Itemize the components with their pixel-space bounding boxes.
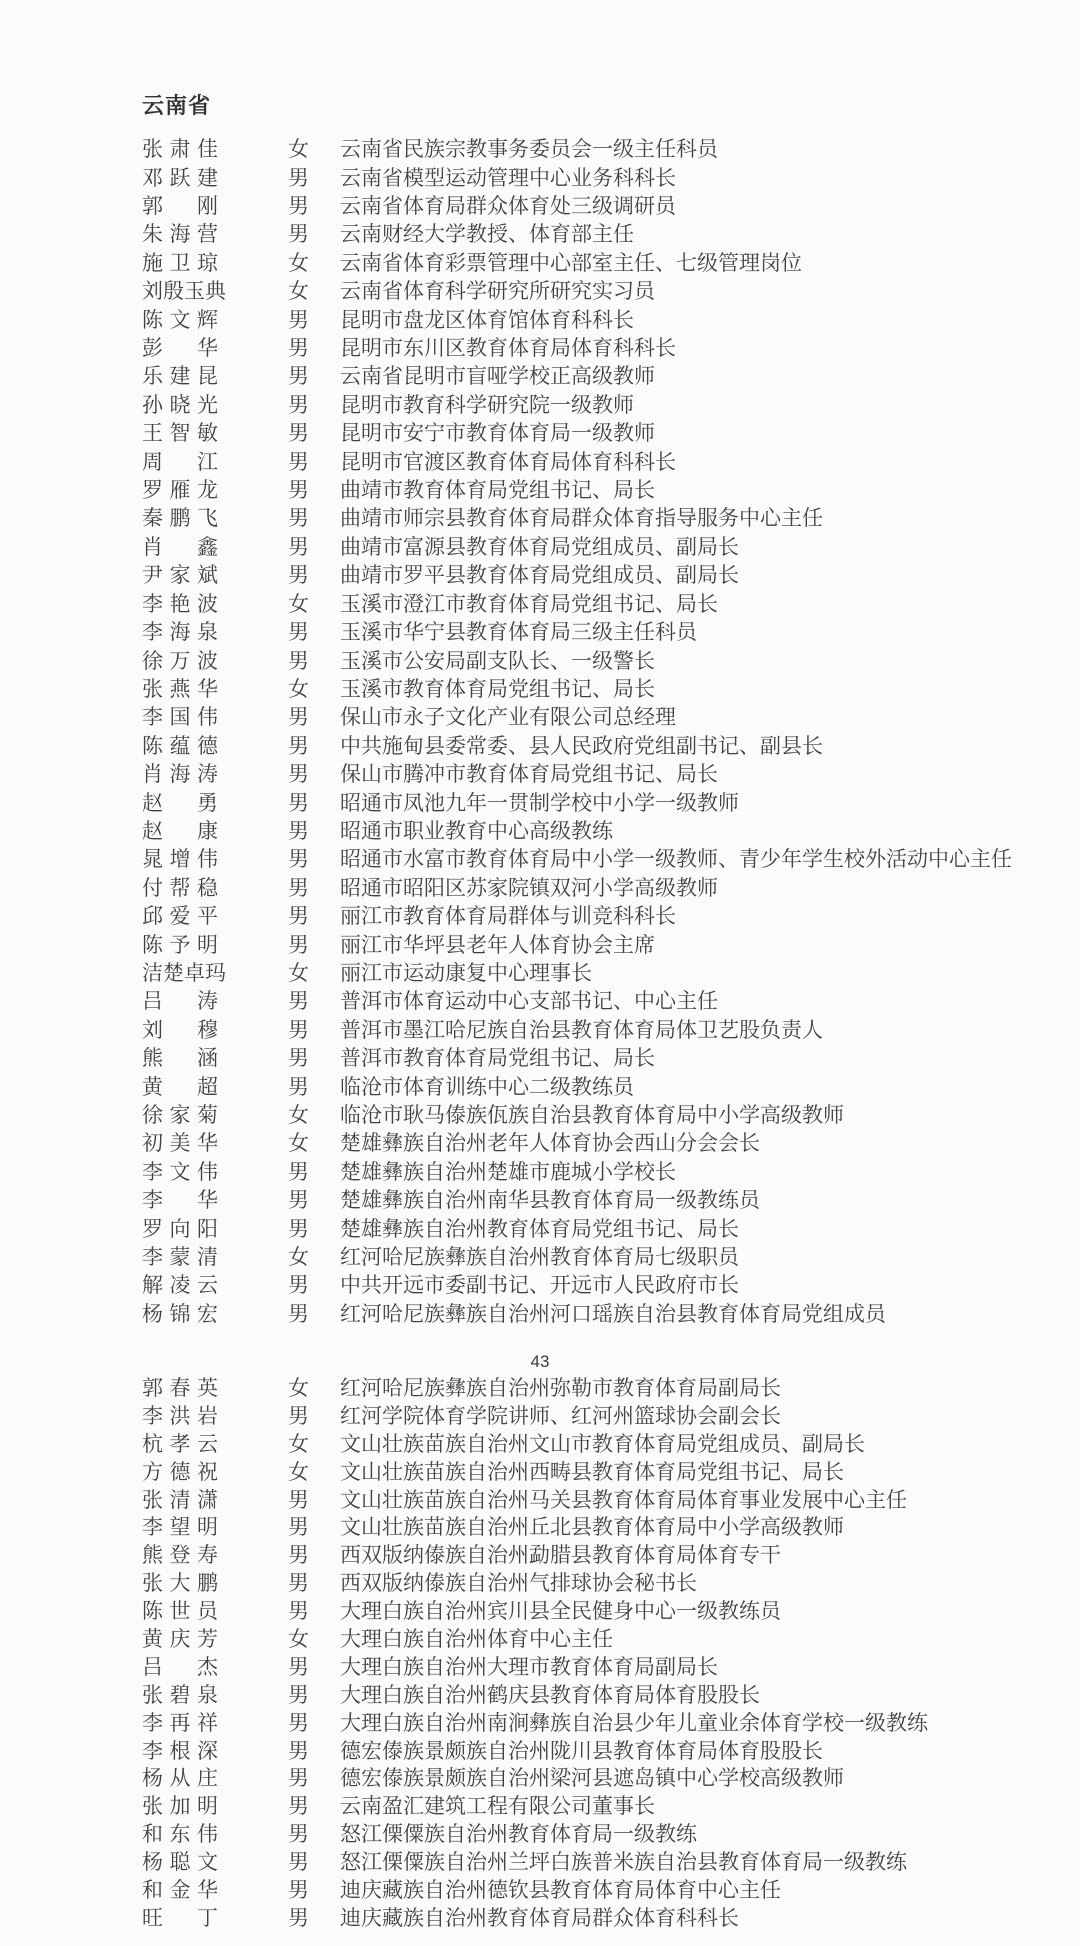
person-name: 张加明 xyxy=(142,1794,218,1819)
table-row xyxy=(0,617,1080,645)
person-title: 红河哈尼族彝族自治州河口瑶族自治县教育体育局党组成员 xyxy=(340,1301,886,1326)
person-title: 红河哈尼族彝族自治州弥勒市教育体育局副局长 xyxy=(340,1375,781,1400)
person-gender: 男 xyxy=(288,1543,309,1568)
person-title: 中共施甸县委常委、县人民政府党组副书记、副县长 xyxy=(340,733,823,758)
person-name: 李 华 xyxy=(142,1188,218,1213)
person-gender: 男 xyxy=(288,847,309,872)
person-title: 昆明市安宁市教育体育局一级教师 xyxy=(340,421,655,446)
person-gender: 女 xyxy=(288,1626,309,1651)
person-gender: 男 xyxy=(288,1905,309,1930)
person-gender: 男 xyxy=(288,1599,309,1624)
person-title: 文山壮族苗族自治州文山市教育体育局党组成员、副局长 xyxy=(340,1431,865,1456)
table-row xyxy=(0,901,1080,929)
person-name: 赵 勇 xyxy=(142,790,218,815)
table-row xyxy=(0,1540,1080,1568)
person-gender: 男 xyxy=(288,478,309,503)
person-title: 云南省民族宗教事务委员会一级主任科员 xyxy=(340,137,718,162)
table-row xyxy=(0,645,1080,673)
person-title: 云南盈汇建筑工程有限公司董事长 xyxy=(340,1794,655,1819)
person-name: 王智敏 xyxy=(142,421,218,446)
person-name: 付帮稳 xyxy=(142,875,218,900)
table-row xyxy=(0,333,1080,361)
person-gender: 男 xyxy=(288,1654,309,1679)
person-title: 云南财经大学教授、体育部主任 xyxy=(340,222,634,247)
person-gender: 男 xyxy=(288,1301,309,1326)
person-title: 临沧市耿马傣族佤族自治县教育体育局中小学高级教师 xyxy=(340,1103,844,1128)
person-name: 孙晓光 xyxy=(142,392,218,417)
person-gender: 女 xyxy=(288,1103,309,1128)
person-title: 丽江市教育体育局群体与训竞科科长 xyxy=(340,904,676,929)
table-row xyxy=(0,1128,1080,1156)
table-row xyxy=(0,1270,1080,1298)
person-title: 玉溪市教育体育局党组书记、局长 xyxy=(340,676,655,701)
person-gender: 男 xyxy=(288,818,309,843)
person-name: 李海泉 xyxy=(142,620,218,645)
table-row xyxy=(0,958,1080,986)
person-title: 保山市腾冲市教育体育局党组书记、局长 xyxy=(340,762,718,787)
person-title: 大理白族自治州宾川县全民健身中心一级教练员 xyxy=(340,1599,781,1624)
person-name: 陈世员 xyxy=(142,1599,218,1624)
person-gender: 男 xyxy=(288,392,309,417)
person-name: 李望明 xyxy=(142,1515,218,1540)
person-name: 吕 涛 xyxy=(142,989,218,1014)
person-name: 杭孝云 xyxy=(142,1431,218,1456)
person-name: 黄 超 xyxy=(142,1074,218,1099)
person-name: 陈蕴德 xyxy=(142,733,218,758)
table-row xyxy=(0,1457,1080,1485)
person-name: 郭春英 xyxy=(142,1375,218,1400)
person-name: 乐建昆 xyxy=(142,364,218,389)
person-gender: 男 xyxy=(288,1822,309,1847)
person-name: 杨锦宏 xyxy=(142,1301,218,1326)
person-title: 大理白族自治州大理市教育体育局副局长 xyxy=(340,1654,718,1679)
person-name: 杨从庄 xyxy=(142,1766,218,1791)
person-gender: 男 xyxy=(288,222,309,247)
roster-section-before-page-break xyxy=(0,134,1080,1327)
person-title: 文山壮族苗族自治州西畴县教育体育局党组书记、局长 xyxy=(340,1459,844,1484)
table-row xyxy=(0,1596,1080,1624)
person-title: 曲靖市富源县教育体育局党组成员、副局长 xyxy=(340,534,739,559)
person-name: 肖海涛 xyxy=(142,762,218,787)
table-row xyxy=(0,1847,1080,1875)
table-row xyxy=(0,219,1080,247)
person-title: 保山市永子文化产业有限公司总经理 xyxy=(340,705,676,730)
person-title: 怒江傈僳族自治州兰坪白族普米族自治县教育体育局一级教练 xyxy=(340,1850,907,1875)
table-row xyxy=(0,304,1080,332)
table-row xyxy=(0,503,1080,531)
table-row xyxy=(0,1213,1080,1241)
table-row xyxy=(0,446,1080,474)
table-row xyxy=(0,731,1080,759)
person-gender: 男 xyxy=(288,1188,309,1213)
table-row xyxy=(0,873,1080,901)
person-name: 郭 刚 xyxy=(142,194,218,219)
person-title: 云南省模型运动管理中心业务科科长 xyxy=(340,165,676,190)
person-name: 彭 华 xyxy=(142,336,218,361)
person-name: 陈文辉 xyxy=(142,307,218,332)
table-row xyxy=(0,674,1080,702)
table-row xyxy=(0,1043,1080,1071)
person-title: 曲靖市罗平县教育体育局党组成员、副局长 xyxy=(340,563,739,588)
person-name: 吕 杰 xyxy=(142,1654,218,1679)
table-row xyxy=(0,191,1080,219)
person-name: 黄庆芳 xyxy=(142,1626,218,1651)
table-row xyxy=(0,1299,1080,1327)
person-name: 朱海营 xyxy=(142,222,218,247)
table-row xyxy=(0,1680,1080,1708)
person-name: 李国伟 xyxy=(142,705,218,730)
person-gender: 男 xyxy=(288,506,309,531)
person-gender: 女 xyxy=(288,1431,309,1456)
table-row xyxy=(0,1157,1080,1185)
person-title: 红河学院体育学院讲师、红河州篮球协会副会长 xyxy=(340,1403,781,1428)
table-row xyxy=(0,1624,1080,1652)
person-name: 张肃佳 xyxy=(142,137,218,162)
table-row xyxy=(0,1819,1080,1847)
person-title: 西双版纳傣族自治州气排球协会秘书长 xyxy=(340,1571,697,1596)
table-row xyxy=(0,1791,1080,1819)
person-gender: 男 xyxy=(288,932,309,957)
province-header: 云南省 xyxy=(142,93,212,118)
person-name: 旺 丁 xyxy=(142,1905,218,1930)
table-row xyxy=(0,532,1080,560)
person-gender: 男 xyxy=(288,364,309,389)
table-row xyxy=(0,1763,1080,1791)
person-gender: 女 xyxy=(288,1375,309,1400)
person-gender: 男 xyxy=(288,1074,309,1099)
person-name: 李根深 xyxy=(142,1738,218,1763)
person-title: 文山壮族苗族自治州丘北县教育体育局中小学高级教师 xyxy=(340,1515,844,1540)
person-name: 方德祝 xyxy=(142,1459,218,1484)
person-gender: 男 xyxy=(288,1766,309,1791)
person-name: 邓跃建 xyxy=(142,165,218,190)
person-title: 普洱市教育体育局党组书记、局长 xyxy=(340,1046,655,1071)
person-title: 昭通市昭阳区苏家院镇双河小学高级教师 xyxy=(340,875,718,900)
person-title: 曲靖市教育体育局党组书记、局长 xyxy=(340,478,655,503)
person-title: 曲靖市师宗县教育体育局群众体育指导服务中心主任 xyxy=(340,506,823,531)
person-name: 晁增伟 xyxy=(142,847,218,872)
person-name: 解凌云 xyxy=(142,1273,218,1298)
person-gender: 男 xyxy=(288,1738,309,1763)
person-title: 迪庆藏族自治州教育体育局群众体育科科长 xyxy=(340,1905,739,1930)
person-title: 普洱市墨江哈尼族自治县教育体育局体卫艺股负责人 xyxy=(340,1017,823,1042)
person-name: 邱爱平 xyxy=(142,904,218,929)
person-title: 文山壮族苗族自治州马关县教育体育局体育事业发展中心主任 xyxy=(340,1487,907,1512)
person-name: 张大鹏 xyxy=(142,1571,218,1596)
person-gender: 男 xyxy=(288,648,309,673)
person-gender: 男 xyxy=(288,1794,309,1819)
person-title: 昆明市官渡区教育体育局体育科科长 xyxy=(340,449,676,474)
person-title: 玉溪市华宁县教育体育局三级主任科员 xyxy=(340,620,697,645)
person-gender: 男 xyxy=(288,1515,309,1540)
table-row xyxy=(0,361,1080,389)
person-gender: 男 xyxy=(288,1017,309,1042)
table-row xyxy=(0,1242,1080,1270)
person-name: 杨聪文 xyxy=(142,1850,218,1875)
person-title: 云南省体育彩票管理中心部室主任、七级管理岗位 xyxy=(340,250,802,275)
person-title: 昭通市职业教育中心高级教练 xyxy=(340,818,613,843)
person-name: 李洪岩 xyxy=(142,1403,218,1428)
person-gender: 男 xyxy=(288,1877,309,1902)
person-title: 楚雄彝族自治州楚雄市鹿城小学校长 xyxy=(340,1159,676,1184)
table-row xyxy=(0,844,1080,872)
person-gender: 男 xyxy=(288,1850,309,1875)
person-name: 肖 鑫 xyxy=(142,534,218,559)
person-gender: 男 xyxy=(288,875,309,900)
table-row xyxy=(0,1875,1080,1903)
person-gender: 女 xyxy=(288,1459,309,1484)
person-title: 楚雄彝族自治州南华县教育体育局一级教练员 xyxy=(340,1188,760,1213)
person-title: 中共开远市委副书记、开远市人民政府市长 xyxy=(340,1273,739,1298)
table-row xyxy=(0,759,1080,787)
person-title: 昆明市盘龙区体育馆体育科科长 xyxy=(340,307,634,332)
person-title: 西双版纳傣族自治州勐腊县教育体育局体育专干 xyxy=(340,1543,781,1568)
table-row xyxy=(0,390,1080,418)
person-title: 临沧市体育训练中心二级教练员 xyxy=(340,1074,634,1099)
person-name: 和金华 xyxy=(142,1877,218,1902)
person-name: 罗雁龙 xyxy=(142,478,218,503)
person-gender: 男 xyxy=(288,336,309,361)
person-gender: 男 xyxy=(288,989,309,1014)
person-title: 楚雄彝族自治州老年人体育协会西山分会会长 xyxy=(340,1131,760,1156)
table-row xyxy=(0,134,1080,162)
person-title: 德宏傣族景颇族自治州陇川县教育体育局体育股股长 xyxy=(340,1738,823,1763)
person-title: 云南省体育科学研究所研究实习员 xyxy=(340,279,655,304)
person-name: 陈予明 xyxy=(142,932,218,957)
person-gender: 女 xyxy=(288,250,309,275)
person-gender: 男 xyxy=(288,165,309,190)
person-title: 大理白族自治州鹤庆县教育体育局体育股股长 xyxy=(340,1682,760,1707)
person-title: 丽江市运动康复中心理事长 xyxy=(340,960,592,985)
table-row xyxy=(0,418,1080,446)
person-gender: 男 xyxy=(288,790,309,815)
person-gender: 男 xyxy=(288,1273,309,1298)
table-row xyxy=(0,1100,1080,1128)
person-gender: 男 xyxy=(288,1487,309,1512)
person-title: 云南省昆明市盲哑学校正高级教师 xyxy=(340,364,655,389)
person-name: 李文伟 xyxy=(142,1159,218,1184)
person-gender: 男 xyxy=(288,1403,309,1428)
person-name: 张清潇 xyxy=(142,1487,218,1512)
person-gender: 男 xyxy=(288,421,309,446)
table-row xyxy=(0,816,1080,844)
table-row xyxy=(0,1512,1080,1540)
table-row xyxy=(0,589,1080,617)
person-name: 李再祥 xyxy=(142,1710,218,1735)
person-name: 李蒙清 xyxy=(142,1245,218,1270)
person-name: 徐万波 xyxy=(142,648,218,673)
table-row xyxy=(0,560,1080,588)
person-title: 昆明市东川区教育体育局体育科科长 xyxy=(340,336,676,361)
person-name: 李艳波 xyxy=(142,591,218,616)
person-gender: 男 xyxy=(288,1216,309,1241)
person-gender: 男 xyxy=(288,705,309,730)
table-row xyxy=(0,787,1080,815)
person-gender: 男 xyxy=(288,904,309,929)
person-name: 张碧泉 xyxy=(142,1682,218,1707)
person-gender: 女 xyxy=(288,137,309,162)
person-gender: 女 xyxy=(288,591,309,616)
person-gender: 男 xyxy=(288,1046,309,1071)
person-gender: 男 xyxy=(288,1159,309,1184)
person-title: 楚雄彝族自治州教育体育局党组书记、局长 xyxy=(340,1216,739,1241)
person-title: 大理白族自治州南涧彝族自治县少年儿童业余体育学校一级教练 xyxy=(340,1710,928,1735)
table-row xyxy=(0,1652,1080,1680)
table-row xyxy=(0,1903,1080,1931)
table-row xyxy=(0,1485,1080,1513)
person-name: 刘殷玉典 xyxy=(142,279,226,304)
person-title: 玉溪市澄江市教育体育局党组书记、局长 xyxy=(340,591,718,616)
person-gender: 女 xyxy=(288,676,309,701)
person-gender: 男 xyxy=(288,534,309,559)
person-gender: 女 xyxy=(288,1245,309,1270)
person-name: 刘 穆 xyxy=(142,1017,218,1042)
person-name: 初美华 xyxy=(142,1131,218,1156)
table-row xyxy=(0,1401,1080,1429)
person-gender: 男 xyxy=(288,307,309,332)
table-row xyxy=(0,702,1080,730)
person-name: 尹家斌 xyxy=(142,563,218,588)
person-title: 大理白族自治州体育中心主任 xyxy=(340,1626,613,1651)
table-row xyxy=(0,1568,1080,1596)
person-name: 熊登寿 xyxy=(142,1543,218,1568)
person-name: 赵 康 xyxy=(142,818,218,843)
table-row xyxy=(0,1185,1080,1213)
person-title: 丽江市华坪县老年人体育协会主席 xyxy=(340,932,655,957)
person-title: 昭通市水富市教育体育局中小学一级教师、青少年学生校外活动中心主任 xyxy=(340,847,1012,872)
person-title: 玉溪市公安局副支队长、一级警长 xyxy=(340,648,655,673)
person-gender: 女 xyxy=(288,279,309,304)
person-gender: 男 xyxy=(288,762,309,787)
person-gender: 女 xyxy=(288,1131,309,1156)
person-name: 和东伟 xyxy=(142,1822,218,1847)
person-title: 红河哈尼族彝族自治州教育体育局七级职员 xyxy=(340,1245,739,1270)
table-row xyxy=(0,1071,1080,1099)
roster-section-after-page-break xyxy=(0,1373,1080,1931)
table-row xyxy=(0,276,1080,304)
person-name: 罗向阳 xyxy=(142,1216,218,1241)
person-name: 徐家菊 xyxy=(142,1103,218,1128)
table-row xyxy=(0,929,1080,957)
table-row xyxy=(0,248,1080,276)
person-gender: 男 xyxy=(288,733,309,758)
person-gender: 男 xyxy=(288,1710,309,1735)
person-name: 洁楚卓玛 xyxy=(142,960,226,985)
person-name: 施卫琼 xyxy=(142,250,218,275)
person-gender: 男 xyxy=(288,194,309,219)
person-gender: 女 xyxy=(288,960,309,985)
table-row xyxy=(0,162,1080,190)
table-row xyxy=(0,475,1080,503)
person-gender: 男 xyxy=(288,449,309,474)
table-row xyxy=(0,1373,1080,1401)
person-title: 普洱市体育运动中心支部书记、中心主任 xyxy=(340,989,718,1014)
person-title: 昭通市凤池九年一贯制学校中小学一级教师 xyxy=(340,790,739,815)
person-gender: 男 xyxy=(288,1682,309,1707)
person-name: 张燕华 xyxy=(142,676,218,701)
person-gender: 男 xyxy=(288,620,309,645)
page-number: 43 xyxy=(530,1352,550,1371)
person-name: 秦鹏飞 xyxy=(142,506,218,531)
table-row xyxy=(0,1708,1080,1736)
table-row xyxy=(0,1736,1080,1764)
person-title: 昆明市教育科学研究院一级教师 xyxy=(340,392,634,417)
table-row xyxy=(0,1015,1080,1043)
table-row xyxy=(0,1429,1080,1457)
person-gender: 男 xyxy=(288,1571,309,1596)
person-title: 怒江傈僳族自治州教育体育局一级教练 xyxy=(340,1822,697,1847)
person-title: 德宏傣族景颇族自治州梁河县遮岛镇中心学校高级教师 xyxy=(340,1766,844,1791)
person-gender: 男 xyxy=(288,563,309,588)
person-title: 迪庆藏族自治州德钦县教育体育局体育中心主任 xyxy=(340,1877,781,1902)
person-name: 熊 涵 xyxy=(142,1046,218,1071)
table-row xyxy=(0,986,1080,1014)
person-title: 云南省体育局群众体育处三级调研员 xyxy=(340,194,676,219)
person-name: 周 江 xyxy=(142,449,218,474)
